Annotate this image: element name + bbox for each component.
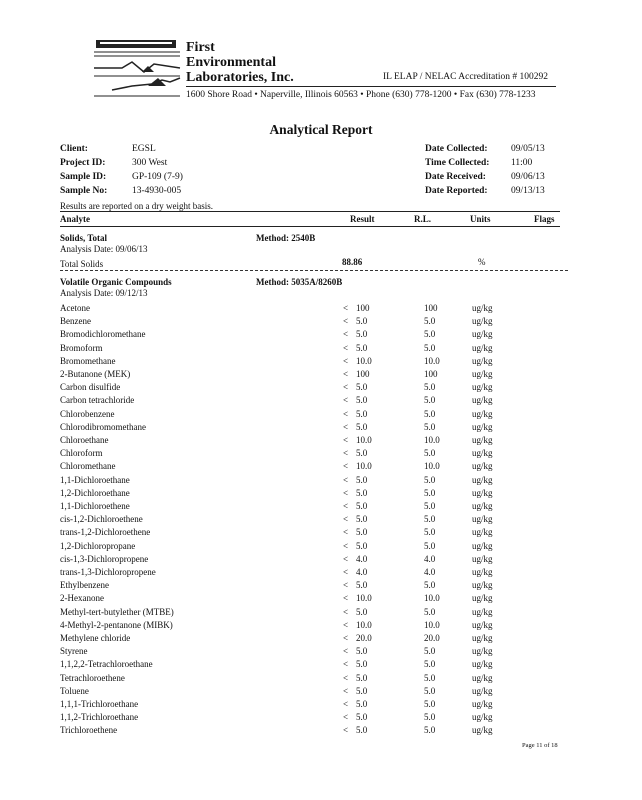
units-value: ug/kg xyxy=(472,540,493,551)
reporting-limit: 100 xyxy=(424,303,438,313)
result-value: 5.0 xyxy=(356,382,368,393)
analyte-name: 1,1-Dichloroethene xyxy=(60,501,130,511)
company-name-line3: Laboratories, Inc. xyxy=(186,70,294,85)
units-value: ug/kg xyxy=(472,659,493,670)
less-than-sign: < xyxy=(343,369,349,379)
less-than-sign: < xyxy=(343,487,349,498)
analyte-name: 2-Hexanone xyxy=(60,593,104,604)
date-reported-label: Date Reported: xyxy=(425,186,488,196)
reporting-limit: 5.0 xyxy=(424,540,436,551)
date-collected-value: 09/05/13 xyxy=(511,144,545,154)
analyte-name: trans-1,2-Dichloroethene xyxy=(60,527,151,538)
analyte-name: Methylene chloride xyxy=(60,633,131,643)
result-value: 5.0 xyxy=(356,540,368,551)
analyte-name: Bromoform xyxy=(60,342,103,353)
reporting-limit: 5.0 xyxy=(424,580,436,591)
analyte-name: Trichloroethene xyxy=(60,725,118,736)
reporting-limit: 5.0 xyxy=(424,501,436,511)
less-than-sign: < xyxy=(343,382,349,393)
date-received-value: 09/06/13 xyxy=(511,172,545,182)
result-value: 5.0 xyxy=(356,448,368,459)
client-value: EGSL xyxy=(132,144,156,154)
reporting-limit: 5.0 xyxy=(424,395,436,406)
result-value: 100 xyxy=(356,369,370,379)
basis-note: Results are reported on a dry weight basis. xyxy=(60,201,213,211)
company-name-line2: Environmental xyxy=(186,55,276,70)
units-value: ug/kg xyxy=(472,685,493,696)
units-value: ug/kg xyxy=(472,606,493,617)
result-value: 5.0 xyxy=(356,474,368,485)
reporting-limit: 5.0 xyxy=(424,725,436,736)
solids-method: Method: 2540B xyxy=(256,233,316,243)
sample-no-label: Sample No: xyxy=(60,186,108,196)
voc-section-title: Volatile Organic Compounds xyxy=(60,277,172,287)
units-value: ug/kg xyxy=(472,527,493,538)
reporting-limit: 10.0 xyxy=(424,435,440,445)
reporting-limit: 10.0 xyxy=(424,461,440,472)
solids-section-title: Solids, Total xyxy=(60,233,108,243)
less-than-sign: < xyxy=(343,646,349,657)
analyte-name: Methyl-tert-butylether (MTBE) xyxy=(60,606,174,617)
company-logo xyxy=(92,38,182,100)
units-value: ug/kg xyxy=(472,303,493,313)
reporting-limit: 5.0 xyxy=(424,382,436,393)
analyte-name: Styrene xyxy=(60,646,88,657)
units-value: ug/kg xyxy=(472,567,493,577)
result-value: 5.0 xyxy=(356,606,368,617)
less-than-sign: < xyxy=(343,725,349,736)
result-value: 5.0 xyxy=(356,487,368,498)
result-value: 10.0 xyxy=(356,619,372,630)
analyte-name: Bromomethane xyxy=(60,355,116,366)
reporting-limit: 5.0 xyxy=(424,672,436,683)
analyte-name: cis-1,3-Dichloropropene xyxy=(60,553,149,564)
sample-id-value: GP-109 (7-9) xyxy=(132,172,183,182)
units-value: ug/kg xyxy=(472,619,493,630)
reporting-limit: 5.0 xyxy=(424,487,436,498)
result-value: 5.0 xyxy=(356,527,368,538)
less-than-sign: < xyxy=(343,553,349,564)
reporting-limit: 5.0 xyxy=(424,421,436,432)
total-solids-analyte: Total Solids xyxy=(60,259,104,269)
result-value: 5.0 xyxy=(356,580,368,591)
col-result: Result xyxy=(350,214,375,224)
project-value: 300 West xyxy=(132,158,168,168)
date-collected-label: Date Collected: xyxy=(425,144,488,154)
reporting-limit: 20.0 xyxy=(424,633,440,643)
less-than-sign: < xyxy=(343,712,349,723)
less-than-sign: < xyxy=(343,672,349,683)
reporting-limit: 5.0 xyxy=(424,527,436,538)
sample-id-label: Sample ID: xyxy=(60,172,107,182)
reporting-limit: 10.0 xyxy=(424,593,440,604)
less-than-sign: < xyxy=(343,685,349,696)
units-value: ug/kg xyxy=(472,646,493,657)
units-value: ug/kg xyxy=(472,408,493,419)
units-value: ug/kg xyxy=(472,369,493,379)
total-solids-units: % xyxy=(478,257,486,267)
units-value: ug/kg xyxy=(472,395,493,406)
less-than-sign: < xyxy=(343,540,349,551)
reporting-limit: 5.0 xyxy=(424,659,436,670)
reporting-limit: 5.0 xyxy=(424,699,436,709)
less-than-sign: < xyxy=(343,395,349,406)
analyte-name: trans-1,3-Dichloropropene xyxy=(60,567,156,577)
result-value: 5.0 xyxy=(356,421,368,432)
analyte-name: Ethylbenzene xyxy=(60,580,109,591)
result-value: 5.0 xyxy=(356,646,368,657)
less-than-sign: < xyxy=(343,474,349,485)
analyte-name: Chlorobenzene xyxy=(60,408,115,419)
units-value: ug/kg xyxy=(472,382,493,393)
reporting-limit: 5.0 xyxy=(424,342,436,353)
units-value: ug/kg xyxy=(472,699,493,709)
analyte-name: 1,2-Dichloropropane xyxy=(60,540,136,551)
voc-analysis-date: Analysis Date: 09/12/13 xyxy=(60,288,148,298)
units-value: ug/kg xyxy=(472,448,493,459)
reporting-limit: 5.0 xyxy=(424,606,436,617)
report-title: Analytical Report xyxy=(269,122,373,137)
client-label: Client: xyxy=(60,144,88,154)
result-value: 4.0 xyxy=(356,553,368,564)
page-number: Page 11 of 18 xyxy=(522,742,558,749)
result-value: 10.0 xyxy=(356,355,372,366)
result-value: 5.0 xyxy=(356,699,368,709)
voc-method: Method: 5035A/8260B xyxy=(256,277,343,287)
header-bottom-rule xyxy=(60,226,560,227)
units-value: ug/kg xyxy=(472,487,493,498)
less-than-sign: < xyxy=(343,606,349,617)
result-value: 5.0 xyxy=(356,672,368,683)
col-analyte: Analyte xyxy=(60,214,90,224)
less-than-sign: < xyxy=(343,619,349,630)
units-value: ug/kg xyxy=(472,553,493,564)
result-value: 5.0 xyxy=(356,342,368,353)
col-units: Units xyxy=(470,214,491,224)
result-value: 5.0 xyxy=(356,659,368,670)
reporting-limit: 10.0 xyxy=(424,355,440,366)
date-reported-value: 09/13/13 xyxy=(511,186,545,196)
result-value: 5.0 xyxy=(356,685,368,696)
analyte-name: cis-1,2-Dichloroethene xyxy=(60,514,143,525)
result-value: 5.0 xyxy=(356,712,368,723)
less-than-sign: < xyxy=(343,699,349,709)
less-than-sign: < xyxy=(343,303,349,313)
reporting-limit: 5.0 xyxy=(424,514,436,525)
result-value: 5.0 xyxy=(356,329,368,340)
col-flags: Flags xyxy=(534,214,555,224)
analyte-name: Chloroform xyxy=(60,448,103,459)
analyte-name: Bromodichloromethane xyxy=(60,329,146,340)
result-value: 5.0 xyxy=(356,395,368,406)
analyte-name: Chlorodibromomethane xyxy=(60,421,146,432)
units-value: ug/kg xyxy=(472,633,493,643)
less-than-sign: < xyxy=(343,316,349,327)
units-value: ug/kg xyxy=(472,461,493,472)
reporting-limit: 4.0 xyxy=(424,553,436,564)
result-value: 5.0 xyxy=(356,725,368,736)
less-than-sign: < xyxy=(343,408,349,419)
analyte-name: Acetone xyxy=(60,303,90,313)
units-value: ug/kg xyxy=(472,501,493,511)
less-than-sign: < xyxy=(343,435,349,445)
result-value: 20.0 xyxy=(356,633,372,643)
reporting-limit: 10.0 xyxy=(424,619,440,630)
reporting-limit: 5.0 xyxy=(424,685,436,696)
units-value: ug/kg xyxy=(472,435,493,445)
project-label: Project ID: xyxy=(60,158,106,168)
less-than-sign: < xyxy=(343,329,349,340)
less-than-sign: < xyxy=(343,593,349,604)
less-than-sign: < xyxy=(343,527,349,538)
analyte-name: Toluene xyxy=(60,685,89,696)
less-than-sign: < xyxy=(343,355,349,366)
units-value: ug/kg xyxy=(472,593,493,604)
analyte-name: 1,2-Dichloroethane xyxy=(60,487,130,498)
result-value: 5.0 xyxy=(356,501,368,511)
result-value: 5.0 xyxy=(356,408,368,419)
analyte-name: 1,1,2-Trichloroethane xyxy=(60,712,139,723)
time-collected-label: Time Collected: xyxy=(425,158,490,168)
reporting-limit: 5.0 xyxy=(424,408,436,419)
less-than-sign: < xyxy=(343,633,349,643)
less-than-sign: < xyxy=(343,567,349,577)
reporting-limit: 5.0 xyxy=(424,448,436,459)
reporting-limit: 4.0 xyxy=(424,567,436,577)
analyte-name: 2-Butanone (MEK) xyxy=(60,369,131,379)
total-solids-result: 88.86 xyxy=(342,257,363,267)
analyte-name: Tetrachloroethene xyxy=(60,672,125,683)
units-value: ug/kg xyxy=(472,514,493,525)
reporting-limit: 5.0 xyxy=(424,329,436,340)
reporting-limit: 5.0 xyxy=(424,712,436,723)
result-value: 5.0 xyxy=(356,514,368,525)
units-value: ug/kg xyxy=(472,712,493,723)
less-than-sign: < xyxy=(343,514,349,525)
header-top-rule xyxy=(60,211,560,212)
analyte-name: Chloroethane xyxy=(60,435,109,445)
result-value: 10.0 xyxy=(356,593,372,604)
sample-no-value: 13-4930-005 xyxy=(132,186,182,196)
solids-analysis-date: Analysis Date: 09/06/13 xyxy=(60,244,148,254)
units-value: ug/kg xyxy=(472,342,493,353)
units-value: ug/kg xyxy=(472,474,493,485)
section-divider xyxy=(60,270,568,271)
analyte-name: 1,1,2,2-Tetrachloroethane xyxy=(60,659,153,670)
accreditation-text: IL ELAP / NELAC Accreditation # 100292 xyxy=(383,72,548,82)
reporting-limit: 5.0 xyxy=(424,646,436,657)
company-address: 1600 Shore Road • Naperville, Illinois 60563 • Phone (630) 778-1200 • Fax (630) 778-1233 xyxy=(186,90,536,100)
units-value: ug/kg xyxy=(472,421,493,432)
reporting-limit: 100 xyxy=(424,369,438,379)
analyte-name: Benzene xyxy=(60,316,91,327)
col-rl: R.L. xyxy=(414,214,432,224)
units-value: ug/kg xyxy=(472,725,493,736)
time-collected-value: 11:00 xyxy=(511,158,533,168)
less-than-sign: < xyxy=(343,448,349,459)
date-received-label: Date Received: xyxy=(425,172,486,182)
analyte-name: Carbon disulfide xyxy=(60,382,121,393)
result-value: 5.0 xyxy=(356,316,368,327)
letterhead-rule xyxy=(186,86,556,87)
analyte-name: Chloromethane xyxy=(60,461,116,472)
units-value: ug/kg xyxy=(472,580,493,591)
result-value: 4.0 xyxy=(356,567,368,577)
result-value: 100 xyxy=(356,303,370,313)
less-than-sign: < xyxy=(343,461,349,472)
analyte-name: 1,1,1-Trichloroethane xyxy=(60,699,139,709)
less-than-sign: < xyxy=(343,501,349,511)
reporting-limit: 5.0 xyxy=(424,316,436,327)
units-value: ug/kg xyxy=(472,355,493,366)
units-value: ug/kg xyxy=(472,329,493,340)
less-than-sign: < xyxy=(343,342,349,353)
reporting-limit: 5.0 xyxy=(424,474,436,485)
less-than-sign: < xyxy=(343,421,349,432)
units-value: ug/kg xyxy=(472,672,493,683)
less-than-sign: < xyxy=(343,580,349,591)
result-value: 10.0 xyxy=(356,461,372,472)
company-name-line1: First xyxy=(186,40,215,55)
units-value: ug/kg xyxy=(472,316,493,327)
analyte-name: 4-Methyl-2-pentanone (MIBK) xyxy=(60,619,173,630)
analyte-name: Carbon tetrachloride xyxy=(60,395,135,406)
analyte-name: 1,1-Dichloroethane xyxy=(60,474,130,485)
less-than-sign: < xyxy=(343,659,349,670)
result-value: 10.0 xyxy=(356,435,372,445)
